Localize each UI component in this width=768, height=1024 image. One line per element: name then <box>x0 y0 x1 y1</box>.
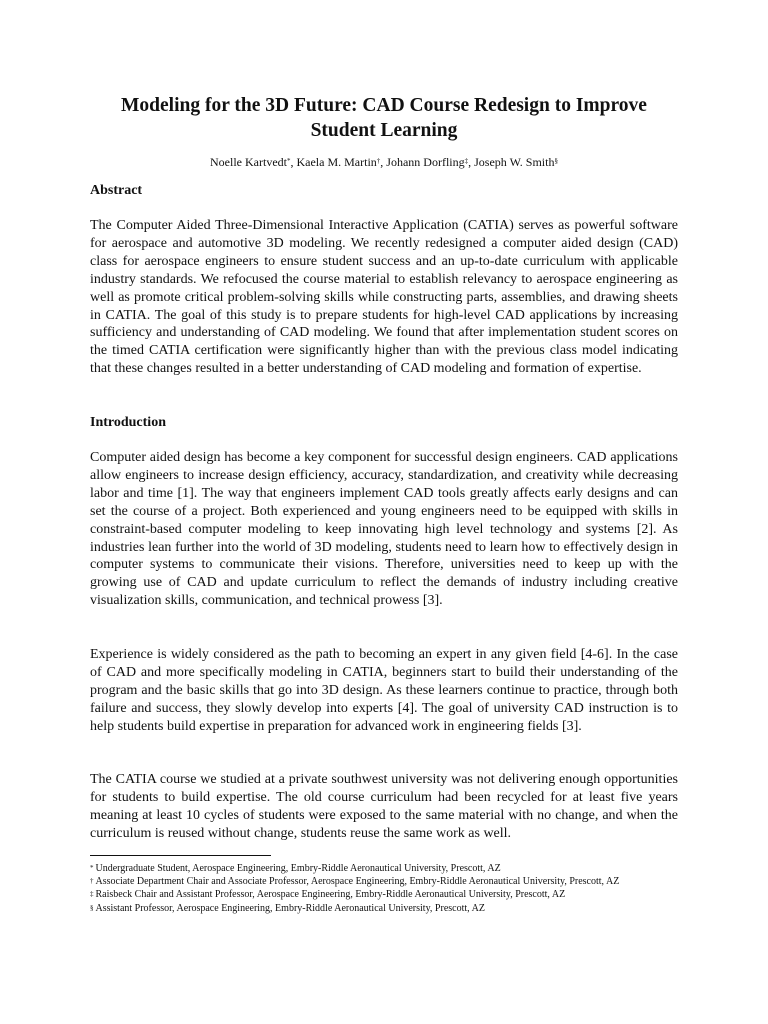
footnote-text: Assistant Professor, Aerospace Engineering, Embry-Riddle Aeronautical University, Prescott, AZ <box>95 902 485 914</box>
author-footnote-mark: † <box>376 157 381 165</box>
abstract-heading: Abstract <box>90 183 143 198</box>
introduction-paragraph-3: The CATIA course we studied at a private southwest university was not delivering enough opportunities for students to build expertise. The old course curriculum had been recycled for at least five years meaning at least 10 cycles of students were exposed to the same material with no change, and when the curriculum is reused without change, students reuse the same work as well. <box>90 772 678 841</box>
author-separator: , <box>290 155 297 169</box>
author: Kaela M. Martin <box>296 155 377 169</box>
author-line <box>90 155 678 169</box>
footnote <box>90 902 678 915</box>
footnote <box>90 875 678 888</box>
footnote-mark: ‡ <box>90 890 94 899</box>
introduction-paragraph-1: Computer aided design has become a key component for successful design engineers. CAD applications allow engineers to increase design efficiency, accuracy, standardization, and creativity while decreasing labor and time [1]. The way that engineers implement CAD tools greatly affects early designs and can set the course of a project. Both experienced and young engineers need to be equipped with skills in constraint-based computer modeling to keep innovating high level technology and systems [2]. As industries lean further into the world of 3D modeling, students need to learn how to effectively design in computer systems to communicate their visions. Therefore, universities need to keep up with the growing use of CAD and update curriculum to reflect the demands of industry including creative visualization skills, communication, and technical prowess [3]. <box>90 450 678 609</box>
footnote-text: Undergraduate Student, Aerospace Engineering, Embry-Riddle Aeronautical University, Prescott, AZ <box>95 863 501 874</box>
footnote-mark: † <box>90 877 94 886</box>
author-footnote-mark: * <box>286 157 291 165</box>
footnote <box>90 888 678 901</box>
footnote-text: Raisbeck Chair and Assistant Professor, Aerospace Engineering, Embry-Riddle Aeronautical University, Prescott, AZ <box>95 889 566 901</box>
footnote-mark: * <box>90 864 94 872</box>
author: Joseph W. Smith <box>474 155 555 169</box>
introduction-heading: Introduction <box>90 415 166 430</box>
author-footnote-mark: § <box>554 157 558 165</box>
footnote-mark: § <box>90 903 94 912</box>
author: Johann Dorfling <box>386 155 465 169</box>
author: Noelle Kartvedt <box>210 155 287 169</box>
footnote-text: Associate Department Chair and Associate Professor, Aerospace Engineering, Embry-Riddle Aeronautical University, Prescott, AZ <box>95 876 620 888</box>
paper-title: Modeling for the 3D Future: CAD Course Redesign to Improve Student Learning <box>121 95 647 141</box>
introduction-paragraph-2: Experience is widely considered as the path to becoming an expert in any given field [4-6]. In the case of CAD and more specifically modeling in CATIA, beginners start to build their understanding of the program and the basic skills that go into 3D design. As these learners continue to practice, through both failure and success, they slowly develop into experts [4]. The goal of university CAD instruction is to help students build expertise in preparation for advanced work in engineering fields [3]. <box>90 647 678 734</box>
author-separator: , <box>380 155 387 169</box>
abstract-paragraph: The Computer Aided Three-Dimensional Interactive Application (CATIA) serves as powerful software for aerospace and automotive 3D modeling. We recently redesigned a computer aided design (CAD) class for aerospace engineers to ensure student success and an up-to-date curriculum with applicable industry standards. We refocused the course material to establish relevancy to aerospace engineering as well as promote critical problem-solving skills while constructing parts, assemblies, and drawing sheets in CATIA. The goal of this study is to prepare students for high-level CAD applications by increasing sufficiency and understanding of CAD modeling. We found that after implementation student scores on the timed CATIA certification were significantly higher than with the previous class model indicating that these changes resulted in a better understanding of CAD modeling and formation of expertise. <box>90 218 678 377</box>
author-separator: , <box>468 155 475 169</box>
footnote <box>90 862 678 875</box>
footnote-divider <box>90 855 271 856</box>
footnotes <box>90 862 678 915</box>
author-footnote-mark: ‡ <box>464 157 469 165</box>
